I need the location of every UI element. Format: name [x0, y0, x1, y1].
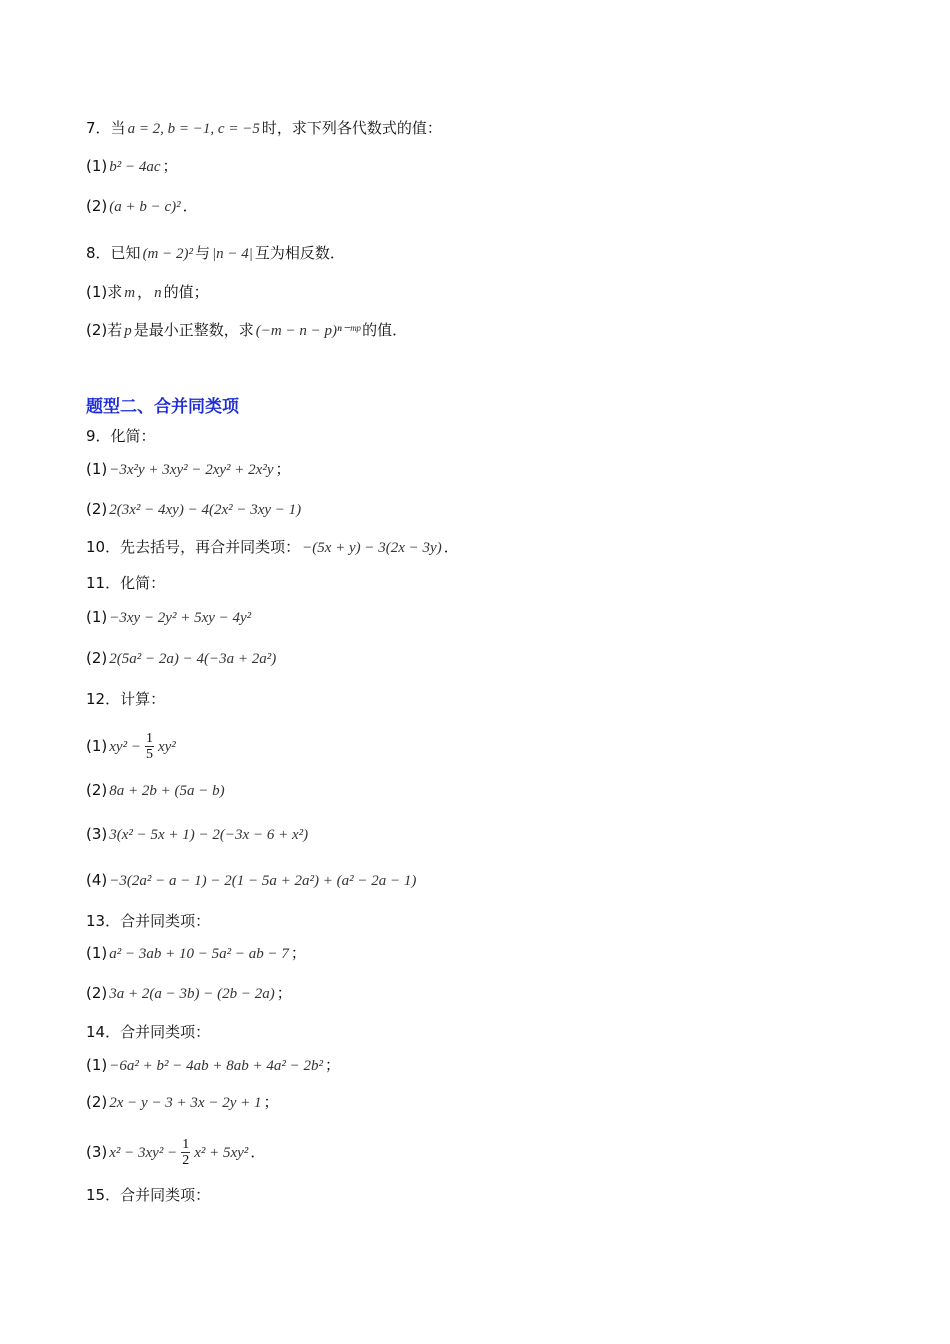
math-expression: b² − 4ac	[109, 159, 161, 175]
problem-text: ；	[275, 460, 291, 478]
problem-number: (2)	[86, 321, 108, 339]
problem-text: 合并同类项：	[120, 1023, 211, 1041]
problem-text: 的值．	[362, 321, 408, 339]
math-expression: xy² −	[109, 739, 141, 755]
problem-number: (3)	[86, 1143, 108, 1161]
problem-number: 11．	[86, 574, 121, 592]
problem-number: 7．	[86, 119, 111, 137]
problem-text: ，	[137, 283, 153, 301]
problem-text: ；	[162, 157, 178, 175]
math-expression: 2x − y − 3 + 3x − 2y + 1	[109, 1095, 262, 1111]
problem-text: ；	[324, 1056, 340, 1074]
problem-q15	[86, 1185, 210, 1205]
problem-q14-2	[86, 1092, 279, 1113]
problem-q13-1	[86, 943, 306, 964]
math-expression: 8a + 2b + (5a − b)	[109, 783, 225, 799]
fraction-numerator: 1	[182, 1137, 190, 1152]
fraction-denominator: 5	[145, 747, 153, 762]
problem-number: (1)	[86, 283, 108, 301]
problem-number: (2)	[86, 500, 108, 518]
fraction-denominator: 2	[182, 1153, 190, 1168]
math-expression: 3a + 2(a − 3b) − (2b − 2a)	[109, 986, 275, 1002]
problem-number: (2)	[86, 781, 108, 799]
problem-number: (2)	[86, 649, 108, 667]
problem-text: ；	[263, 1093, 279, 1111]
problem-q13	[86, 911, 210, 931]
problem-q8-1	[86, 282, 209, 303]
problem-number: (1)	[86, 1056, 108, 1074]
problem-number: (1)	[86, 157, 108, 175]
math-expression: p	[124, 323, 132, 339]
math-expression: x² − 3xy² −	[109, 1145, 178, 1161]
problem-q9-1	[86, 459, 291, 480]
problem-text: ；	[276, 984, 292, 1002]
problem-q8	[86, 243, 345, 264]
math-expression: −6a² + b² − 4ab + 8ab + 4a² − 2b²	[109, 1058, 323, 1074]
math-expression: (a + b − c)²	[109, 199, 181, 215]
problem-number: 9．	[86, 427, 111, 445]
math-expression: m	[124, 285, 136, 301]
problem-text: 的值；	[163, 283, 209, 301]
problem-q12-3	[86, 824, 310, 845]
fraction	[181, 1137, 190, 1168]
punctuation: ．	[250, 1143, 266, 1161]
problem-q9	[86, 426, 156, 446]
math-expression: x² + 5xy²	[194, 1145, 249, 1161]
problem-text: 是最小正整数，求	[133, 321, 254, 339]
math-expression: (m − 2)²	[142, 246, 194, 262]
problem-q7	[86, 118, 442, 139]
problem-q12	[86, 689, 165, 709]
problem-text: 时，求下列各代数式的值：	[261, 119, 442, 137]
problem-q12-1	[86, 731, 178, 762]
problem-text: 合并同类项：	[120, 912, 211, 930]
problem-number: (1)	[86, 460, 108, 478]
problem-q11-1	[86, 607, 253, 628]
problem-q12-4	[86, 870, 418, 891]
problem-text: 合并同类项：	[120, 1186, 211, 1204]
problem-number: (2)	[86, 984, 108, 1002]
math-expression: −3(2a² − a − 1) − 2(1 − 5a + 2a²) + (a² − 2a − 1)	[109, 873, 417, 889]
math-expression: 2(5a² − 2a) − 4(−3a + 2a²)	[109, 651, 277, 667]
problem-q12-2	[86, 780, 227, 801]
problem-text: 先去括号，再合并同类项：	[120, 538, 301, 556]
problem-q7-2	[86, 196, 198, 217]
problem-q14	[86, 1022, 210, 1042]
problem-text: 化简：	[120, 574, 166, 592]
problem-number: (1)	[86, 608, 108, 626]
problem-q7-1	[86, 156, 178, 177]
problem-number: (2)	[86, 1093, 108, 1111]
problem-q9-2	[86, 499, 303, 520]
problem-text: ．	[443, 538, 459, 556]
problem-number: 8．	[86, 244, 111, 262]
problem-q11-2	[86, 648, 278, 669]
problem-text: 与	[195, 244, 211, 262]
math-expression: xy²	[157, 739, 176, 755]
math-expression: (−m − n − p)ⁿ⁻ᵐᵖ	[255, 323, 361, 339]
problem-q14-1	[86, 1055, 340, 1076]
problem-number: (3)	[86, 825, 108, 843]
math-expression: n	[154, 285, 162, 301]
problem-text: 若	[107, 321, 123, 339]
fraction	[145, 731, 154, 762]
problem-number: (1)	[86, 737, 108, 755]
problem-q11	[86, 573, 165, 593]
problem-number: (2)	[86, 197, 108, 215]
section-title: 题型二、合并同类项	[86, 397, 239, 417]
math-expression: 2(3x² − 4xy) − 4(2x² − 3xy − 1)	[109, 502, 302, 518]
problem-number: 14．	[86, 1023, 121, 1041]
problem-number: 10．	[86, 538, 121, 556]
problem-text: 求	[107, 283, 123, 301]
problem-q13-2	[86, 983, 292, 1004]
problem-text: 化简：	[110, 427, 156, 445]
problem-number: (1)	[86, 944, 108, 962]
math-expression: −3xy − 2y² + 5xy − 4y²	[109, 610, 252, 626]
math-expression: |n − 4|	[212, 246, 253, 262]
problem-q14-3	[86, 1137, 265, 1168]
fraction-numerator: 1	[145, 731, 153, 746]
problem-number: 12．	[86, 690, 121, 708]
math-expression: −3x²y + 3xy² − 2xy² + 2x²y	[109, 462, 274, 478]
math-expression: a² − 3ab + 10 − 5a² − ab − 7	[109, 946, 289, 962]
problem-text: 已知	[110, 244, 141, 262]
problem-text: ．	[182, 197, 198, 215]
problem-text: 当	[110, 119, 126, 137]
problem-q10	[86, 537, 459, 558]
problem-text: ；	[290, 944, 306, 962]
problem-number: (4)	[86, 871, 108, 889]
problem-text: 计算：	[120, 690, 166, 708]
problem-number: 15．	[86, 1186, 121, 1204]
math-expression: a = 2, b = −1, c = −5	[127, 121, 260, 137]
problem-text: 互为相反数．	[254, 244, 345, 262]
problem-q8-2	[86, 320, 407, 341]
math-expression: 3(x² − 5x + 1) − 2(−3x − 6 + x²)	[109, 827, 309, 843]
math-expression: −(5x + y) − 3(2x − 3y)	[302, 540, 442, 556]
problem-number: 13．	[86, 912, 121, 930]
